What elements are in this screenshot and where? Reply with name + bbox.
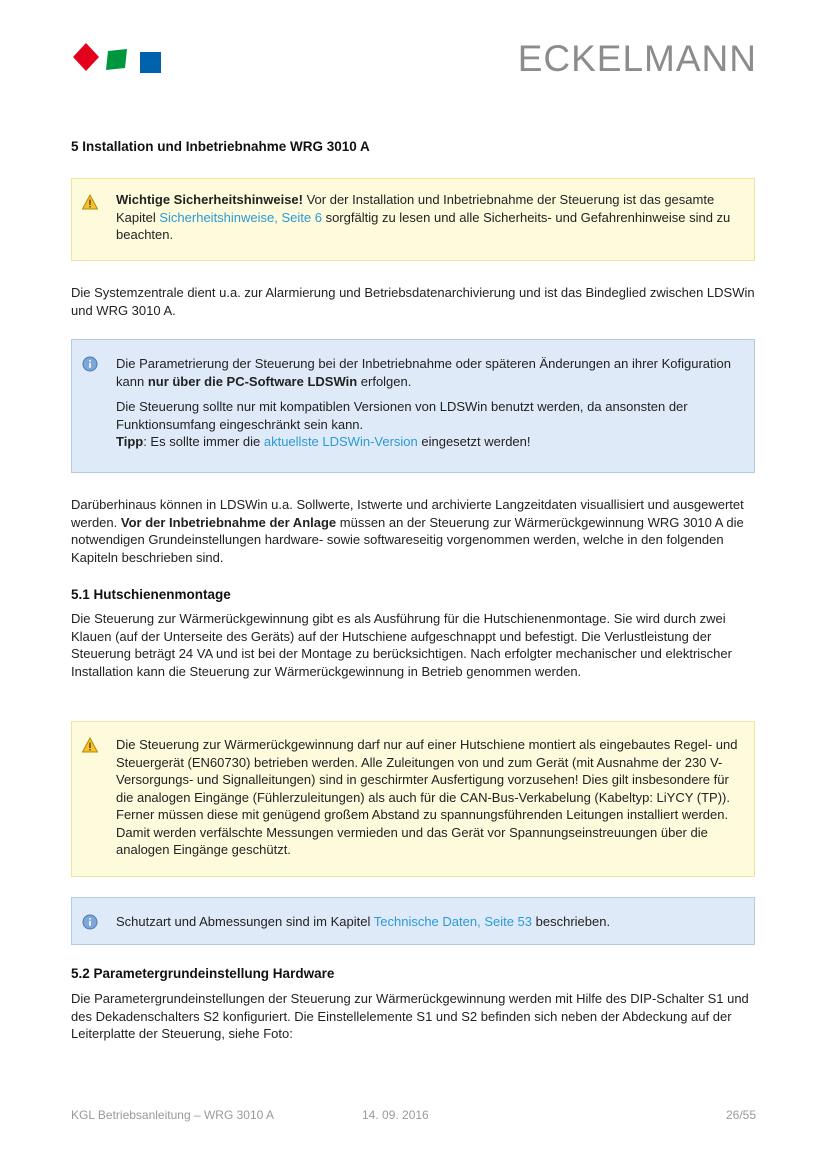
- hardware-settings-paragraph: Die Parametergrundeinstellungen der Steuerung zur Wärmerückgewinnung werden mit Hilfe des DIP-Schalter S1 und des Dekadenschalters S2 konfiguriert. Die Einstellelemente S1 und S2 befinden sich neben der Abdeckung auf der Leiterplatte der Steuerung, siehe Foto:: [71, 991, 749, 1041]
- info-box-technical-data: [71, 897, 755, 945]
- link-safety-notes[interactable]: Sicherheitshinweise, Seite 6: [159, 209, 322, 225]
- subsection-title-5-2: 5.2 Parametergrundeinstellung Hardware: [71, 966, 335, 981]
- info-box-ldswin: [71, 339, 755, 473]
- footer-document-title: KGL Betriebsanleitung – WRG 3010 A: [71, 1108, 275, 1122]
- ldswin-paragraph: Darüberhinaus können in LDSWin u.a. Sollwerte, Istwerte und archivierte Langzeitdaten visuallisiert und ausgewertet werden. Vor der Inbetriebnahme der Anlage müssen an der Steuerung zur Wärmerückgewinnung WRG 3010 A die notwendigen Grundeinstellungen hardware- sowie softwareseitig vorgenommen werden, welche in den folgenden Kapiteln beschrieben sind.: [71, 497, 744, 565]
- logo-blue-square: [140, 52, 161, 73]
- info-icon: [82, 914, 98, 930]
- logo-red-diamond: [73, 43, 99, 71]
- footer-date: 14. 09. 2016: [362, 1108, 429, 1122]
- safety-warning-box: [71, 178, 755, 261]
- technical-data-note: Schutzart und Abmessungen sind im Kapitel Technische Daten, Seite 53 beschrieben.: [116, 914, 611, 929]
- info-tip: Tipp: Es sollte immer die aktuellste LDSWin-Version eingesetzt werden!: [116, 434, 531, 449]
- mounting-warning-box: [71, 721, 755, 877]
- footer-page-number: 26/55: [725, 1108, 756, 1122]
- link-ldswin-version[interactable]: aktuellste LDSWin-Version: [263, 434, 418, 449]
- warning-bold-title: Wichtige Sicherheitshinweise!: [116, 192, 303, 207]
- mounting-paragraph: Die Steuerung zur Wärmerückgewinnung gibt es als Ausführung für die Hutschienenmontage. Sie wird durch zwei Klauen (auf der Unterseite des Geräts) auf der Hutschiene aufgeschnappt und befestigt. Die Verlustleistung der Steuerung beträgt 24 VA und ist bei der Montage zu berücksichtigen. Nach erfolgter mechanischer und elektrischer Installation kann die Steuerung zur Wärmerückgewinnung in Betrieb genommen werden.: [71, 611, 732, 679]
- logo-green-square: [106, 49, 127, 70]
- mounting-warning-text: Die Steuerung zur Wärmerückgewinnung darf nur auf einer Hutschiene montiert als eingebautes Regel- und Steuergerät (EN60730) betrieben werden. Alle Zuleitungen von und zum Gerät (mit Ausnahme der 230 V-Versorgungs- und Signalleitungen) sind in geschirmter Ausfertigung vorzusehen! Dies gilt insbesondere für die analogen Eingänge (Fühlerzuleitungen) als auch für die CAN-Bus-Verkabelung (Kabeltyp: LiYCY (TP)). Ferner müssen diese mit genügend großem Abstand zu spannungsführenden Leitungen installiert werden. Damit werden verfälschte Messungen vermieden und das Gerät vor Spannungseinstreuungen über die analogen Eingänge geschützt.: [116, 737, 738, 857]
- eckelmann-logo-icon: [73, 40, 163, 74]
- intro-paragraph: Die Systemzentrale dient u.a. zur Alarmierung und Betriebsdatenarchivierung und ist das Bindeglied zwischen LDSWin und WRG 3010 A.: [71, 285, 755, 318]
- link-technical-data[interactable]: Technische Daten, Seite 53: [373, 914, 533, 929]
- safety-warning-text: Wichtige Sicherheitshinweise! Vor der Installation und Inbetriebnahme der Steuerung ist das gesamte Kapitel Sicherheitshinweise, Seite 6 sorgfältig zu lesen und alle Sicherheits- und Gefahrenhinweise sind zu beachten.: [116, 192, 731, 242]
- brand-name: ECKELMANN: [517, 38, 757, 79]
- info-icon: [82, 356, 98, 372]
- subsection-title-5-1: 5.1 Hutschienenmontage: [71, 587, 231, 602]
- warning-icon: [82, 737, 98, 753]
- info-paragraph-2: Die Steuerung sollte nur mit kompatiblen Versionen von LDSWin benutzt werden, da ansonsten der Funktionsumfang eingeschränkt sein kann.: [116, 399, 688, 432]
- warning-icon: [82, 194, 98, 210]
- section-title: 5 Installation und Inbetriebnahme WRG 3010 A: [71, 139, 370, 154]
- info-paragraph-1: Die Parametrierung der Steuerung bei der Inbetriebnahme oder späteren Änderungen an ihrer Kofiguration kann nur über die PC-Software LDSWin erfolgen.: [116, 356, 731, 389]
